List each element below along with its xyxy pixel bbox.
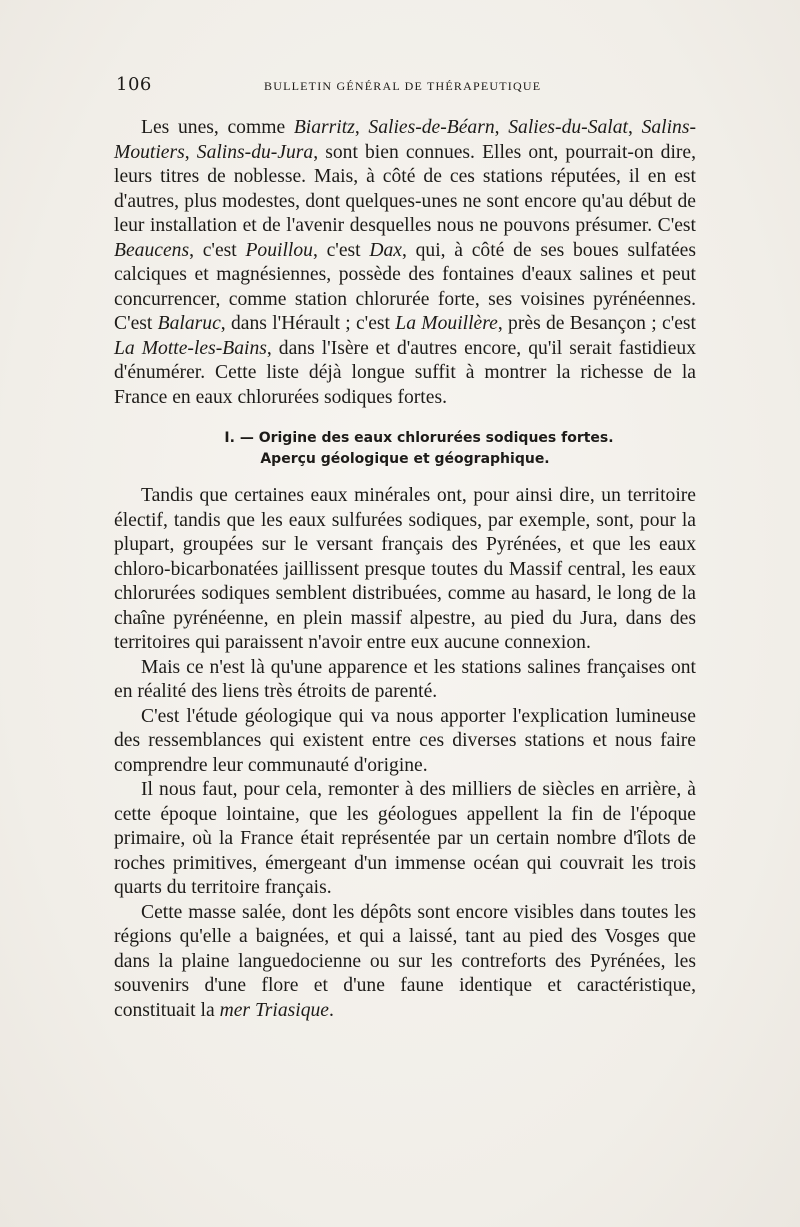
- section-title: I. — Origine des eaux chlorurées sodiques fortes.: [224, 430, 614, 446]
- section-heading: [114, 428, 696, 470]
- text-run: Tandis que certaines eaux minérales ont, pour ainsi dire, un territoire électif, tandis que les eaux sulfurées sodiques, par exemple, sont, pour la plupart, groupées sur le versant français des Pyrénées, et que les eaux chloro-bicarbonatées jaillissent presque toutes du Massif central, les eaux chlorurées sodiques semblent distribuées, comme au hasard, le long de la chaîne pyrénéenne, en plein massif alpestre, au pied du Jura, dans des territoires qui paraissent n'avoir entre eux aucune connexion.: [114, 485, 696, 653]
- section-subtitle: Aperçu géologique et géographique.: [260, 451, 550, 467]
- paragraph: [114, 116, 696, 410]
- text-run: , c'est: [312, 239, 370, 261]
- italic-run: Salies-de-Béarn: [368, 117, 495, 138]
- running-title: BULLETIN GÉNÉRAL DE THÉRAPEUTIQUE: [264, 79, 542, 93]
- paragraph: [114, 484, 696, 656]
- text-run: ,: [494, 117, 509, 138]
- text-run: ,: [627, 117, 642, 138]
- text-run: C'est l'étude géologique qui va nous apporter l'explication lumineuse des ressemblances qui existent entre ces diverses stations et nous faire comprendre leur communauté d'origine.: [114, 705, 696, 776]
- italic-run: La Motte-les-Bains: [114, 337, 267, 359]
- text-run: Les unes, comme: [141, 117, 294, 138]
- text-run: , dans l'Isère et d'autres encore, qu'il serait fastidieux d'énumérer. Cette liste déjà longue suffit à montrer la richesse de la France en eaux chlorurées sodiques fortes.: [114, 337, 696, 408]
- paragraph: [114, 901, 696, 1024]
- text-run: , qui, à côté de ses boues sulfatées calciques et magnésiennes, possède des fontaines d'eaux salines et peut concurrencer, comme station chlorurée forte, ses voisines pyrénéennes. C'est: [114, 239, 696, 334]
- text-run: , dans l'Hérault ; c'est: [220, 313, 396, 334]
- text-run: , c'est: [189, 239, 246, 261]
- italic-run: Salies-du-Salat: [508, 117, 628, 138]
- italic-run: Balaruc: [157, 313, 221, 334]
- text-run: Il nous faut, pour cela, remonter à des milliers de siècles en arrière, à cette époque lointaine, que les géologues appellent la fin de l'époque primaire, où la France était représentée par un certain nombre d'îlots de roches primitives, émergeant d'un immense océan qui couvrait les trois quarts du territoire français.: [114, 779, 696, 898]
- paragraph: [114, 778, 696, 901]
- italic-run: La Mouillère: [395, 313, 498, 334]
- text-run: , près de Besançon ; c'est: [497, 313, 697, 334]
- text-run: , sont bien connues. Elles ont, pourrait-on dire, leurs titres de noblesse. Mais, à côté de ces stations réputées, il en est d'autres, plus modestes, dont quelques-unes ne sont encore qu'au début de leur installation et de l'avenir desquelles nous ne pouvons présumer. C'est: [114, 141, 697, 236]
- text-run: ,: [184, 141, 197, 163]
- text-run: ,: [354, 117, 369, 138]
- text-run: Mais ce n'est là qu'une apparence et les stations salines françaises ont en réalité des liens très étroits de parenté.: [114, 656, 696, 702]
- italic-run: Biarritz: [293, 117, 355, 138]
- paragraph: [114, 656, 696, 705]
- italic-run: Salins-Moutiers: [114, 117, 697, 163]
- body-text: [114, 116, 696, 1023]
- italic-run: mer Triasique: [219, 999, 329, 1021]
- paragraph: [114, 705, 696, 779]
- text-run: Cette masse salée, dont les dépôts sont encore visibles dans toutes les régions qu'elle a baignées, et qui a laissé, tant au pied des Vosges que dans la plaine languedocienne ou sur les contreforts des Pyrénées, les souvenirs d'une flore et d'une faune identique et caractéristique, constituait la: [114, 901, 696, 1021]
- italic-run: Dax: [369, 239, 402, 261]
- text-run: .: [329, 999, 334, 1021]
- italic-run: Pouillou: [245, 239, 313, 261]
- italic-run: Beaucens: [114, 239, 190, 261]
- page-number: 106: [116, 74, 152, 95]
- page-header: [116, 74, 706, 96]
- italic-run: Salins-du-Jura: [196, 141, 314, 163]
